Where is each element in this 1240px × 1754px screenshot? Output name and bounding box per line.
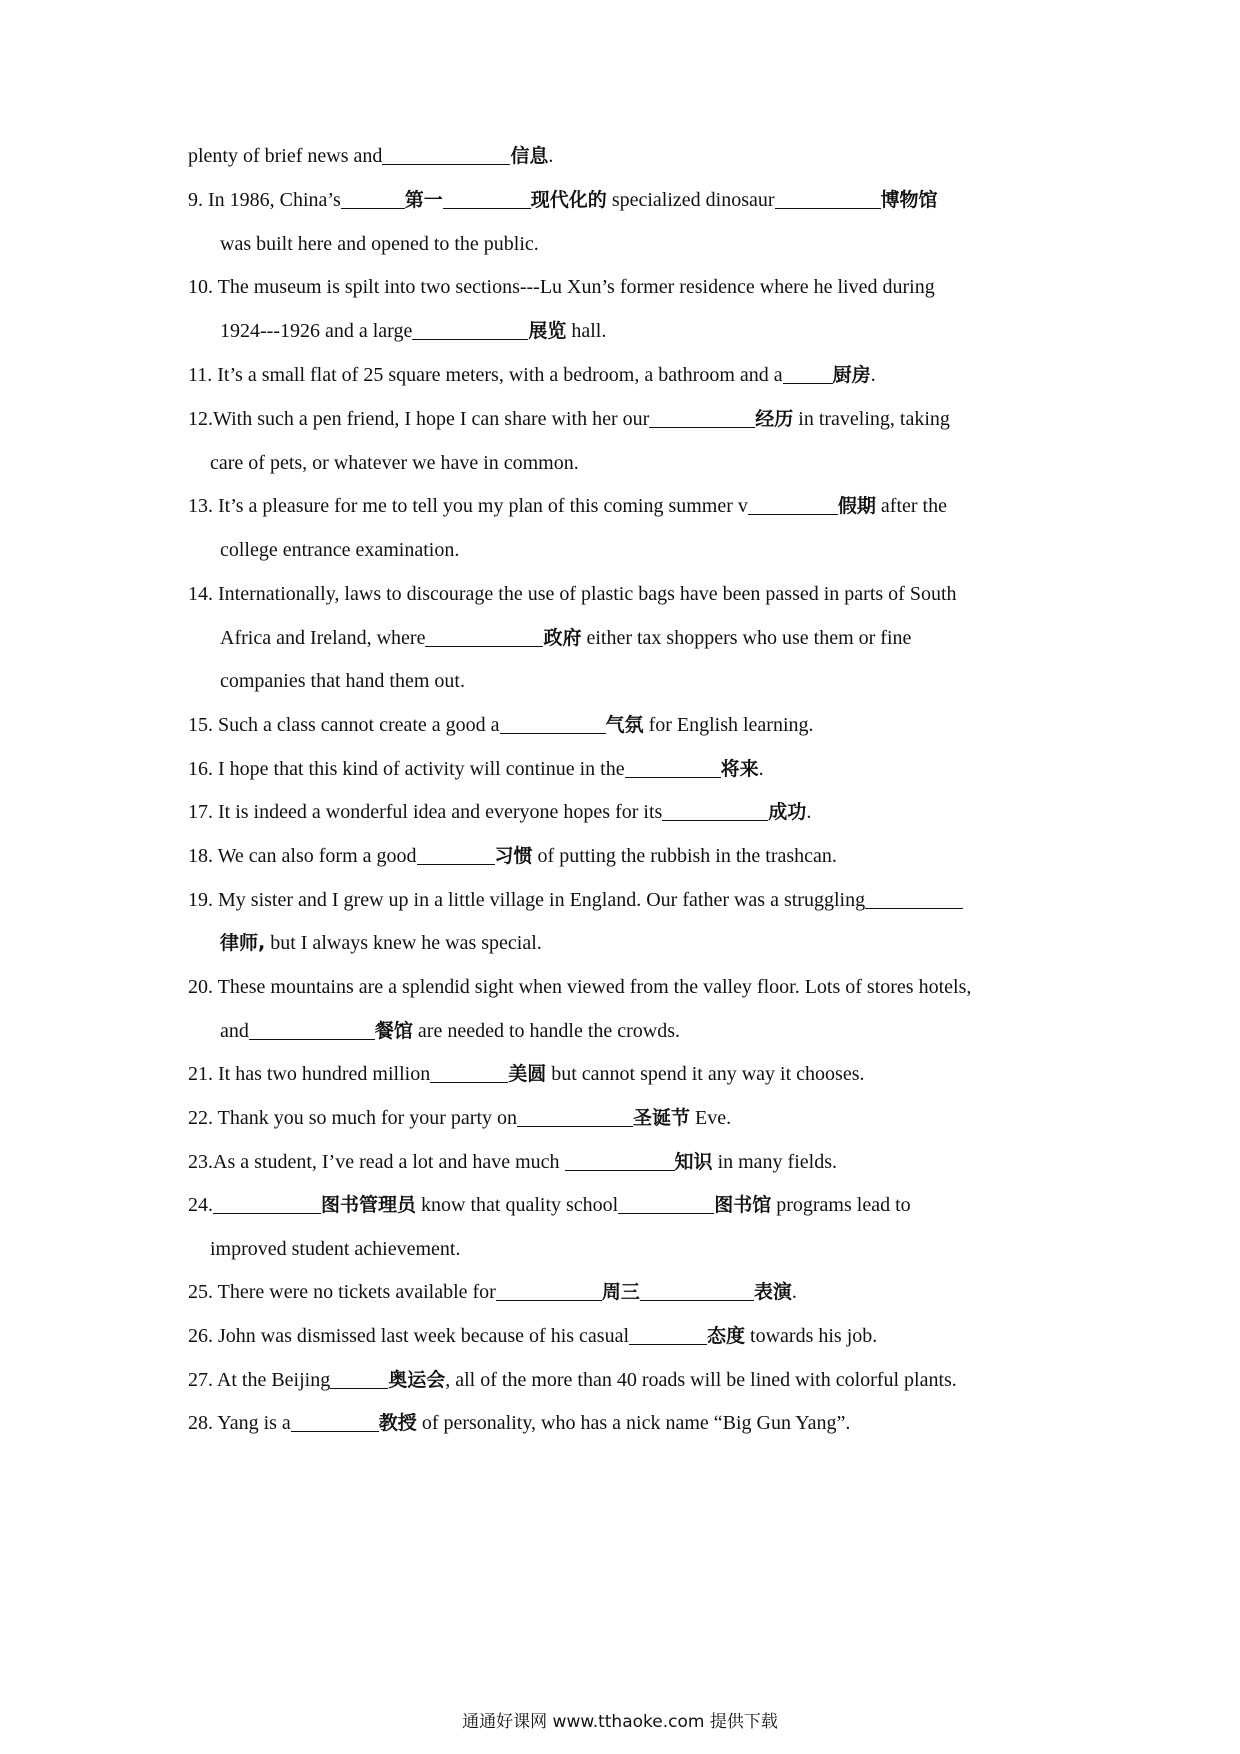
question-text: in many fields. (712, 1151, 837, 1173)
question-text: 28. Yang is a (188, 1412, 291, 1434)
answer-blank (775, 188, 881, 209)
answer-blank (443, 188, 531, 209)
chinese-hint: 第一 (404, 189, 443, 211)
answer-blank (517, 1106, 633, 1127)
chinese-hint: 博物馆 (880, 189, 938, 211)
question-text: know that quality school (416, 1194, 619, 1216)
page-footer: 通通好课网 www.tthaoke.com 提供下载 (462, 1712, 778, 1732)
chinese-hint: 将来 (720, 758, 759, 780)
question-text: and (220, 1020, 249, 1042)
question-text: 15. Such a class cannot create a good a (188, 714, 500, 736)
question-17 (188, 799, 1058, 825)
answer-blank (341, 188, 405, 209)
punctuation: . (791, 1281, 797, 1303)
question-text: 21. It has two hundred million (188, 1063, 431, 1085)
chinese-hint: 气氛 (605, 714, 644, 736)
question-text: plenty of brief news and (188, 145, 383, 167)
chinese-hint: 图书管理员 (321, 1194, 417, 1216)
question-21 (188, 1061, 1058, 1087)
chinese-hint: 经历 (755, 408, 794, 430)
question-text: 19. My sister and I grew up in a little village in England. Our father was a struggling (188, 889, 866, 911)
answer-blank (496, 1280, 602, 1301)
chinese-hint: 餐馆 (374, 1020, 413, 1042)
chinese-hint: 奥运会 (388, 1369, 446, 1391)
answer-blank (618, 1193, 714, 1214)
question-28 (188, 1410, 1058, 1436)
answer-blank (500, 713, 606, 734)
question-text: 16. I hope that this kind of activity will continue in the (188, 758, 625, 780)
question-text: towards his job. (745, 1325, 878, 1347)
answer-blank (412, 319, 528, 340)
question-11 (188, 362, 1058, 388)
question-8-cont (188, 143, 1058, 169)
question-14-line2 (220, 625, 1090, 651)
answer-blank (865, 888, 963, 909)
punctuation: . (548, 145, 554, 167)
answer-blank (213, 1193, 321, 1214)
answer-blank (291, 1411, 379, 1432)
question-10-line2 (220, 318, 1090, 344)
question-text: of personality, who has a nick name “Big Gun Yang”. (416, 1412, 851, 1434)
question-9-line2: was built here and opened to the public. (220, 233, 539, 255)
question-12-line2: care of pets, or whatever we have in common. (210, 452, 579, 474)
answer-blank (629, 1324, 707, 1345)
question-text: but I always knew he was special. (265, 932, 542, 954)
question-text: 26. John was dismissed last week because of his casual (188, 1325, 630, 1347)
question-text: specialized dinosaur (606, 189, 775, 211)
question-14: 14. Internationally, laws to discourage the use of plastic bags have been passed in parts of South (188, 583, 957, 605)
answer-blank (662, 800, 768, 821)
punctuation: . (870, 364, 876, 386)
question-14-line3: companies that hand them out. (220, 670, 465, 692)
question-25 (188, 1279, 1058, 1305)
answer-blank (640, 1280, 754, 1301)
question-text: 18. We can also form a good (188, 845, 417, 867)
question-text: are needed to handle the crowds. (412, 1020, 681, 1042)
chinese-hint: 表演 (753, 1281, 792, 1303)
chinese-hint: 习惯 (494, 845, 533, 867)
question-18 (188, 843, 1058, 869)
answer-blank (249, 1019, 375, 1040)
chinese-hint: 周三 (601, 1281, 640, 1303)
question-text: programs lead to (771, 1194, 911, 1216)
answer-blank (425, 626, 543, 647)
chinese-hint: 美圆 (508, 1063, 547, 1085)
question-20-line2 (220, 1018, 1090, 1044)
answer-blank (625, 757, 721, 778)
question-text: 22. Thank you so much for your party on (188, 1107, 518, 1129)
question-10: 10. The museum is spilt into two sections---Lu Xun’s former residence where he lived during (188, 276, 935, 298)
chinese-hint: 信息 (510, 145, 549, 167)
question-19-line2 (220, 930, 1090, 956)
answer-blank (382, 144, 510, 165)
question-16 (188, 756, 1058, 782)
question-text: after the (875, 495, 947, 517)
chinese-hint: 律师, (220, 932, 266, 954)
question-text: Eve. (690, 1107, 732, 1129)
chinese-hint: 假期 (837, 495, 876, 517)
question-text: for English learning. (643, 714, 814, 736)
question-text: either tax shoppers who use them or fine (581, 627, 912, 649)
chinese-hint: 现代化的 (530, 189, 607, 211)
question-27 (188, 1367, 1058, 1393)
question-text: 9. In 1986, China’s (188, 189, 341, 211)
answer-blank (748, 494, 838, 515)
question-9 (188, 187, 1058, 213)
question-text: 25. There were no tickets available for (188, 1281, 496, 1303)
question-text: of putting the rubbish in the trashcan. (532, 845, 837, 867)
chinese-hint: 展览 (528, 320, 567, 342)
answer-blank (649, 407, 755, 428)
question-15 (188, 712, 1058, 738)
question-text: 23.As a student, I’ve read a lot and have much (188, 1151, 565, 1173)
question-text: 27. At the Beijing (188, 1369, 331, 1391)
question-text: but cannot spend it any way it chooses. (546, 1063, 865, 1085)
answer-blank (330, 1368, 388, 1389)
question-20: 20. These mountains are a splendid sight when viewed from the valley floor. Lots of stores hotels, (188, 976, 972, 998)
question-text: , all of the more than 40 roads will be lined with colorful plants. (445, 1369, 957, 1391)
chinese-hint: 成功 (768, 801, 807, 823)
question-text: 11. It’s a small flat of 25 square meters, with a bedroom, a bathroom and a (188, 364, 783, 386)
punctuation: . (806, 801, 812, 823)
question-23 (188, 1149, 1058, 1175)
chinese-hint: 圣诞节 (633, 1107, 691, 1129)
question-26 (188, 1323, 1058, 1349)
question-22 (188, 1105, 1058, 1131)
question-text: 12.With such a pen friend, I hope I can share with her our (188, 408, 650, 430)
question-text: 1924---1926 and a large (220, 320, 413, 342)
question-13-line2: college entrance examination. (220, 539, 460, 561)
answer-blank (417, 844, 495, 865)
question-text: hall. (566, 320, 607, 342)
chinese-hint: 态度 (707, 1325, 746, 1347)
chinese-hint: 教授 (378, 1412, 417, 1434)
question-text: Africa and Ireland, where (220, 627, 426, 649)
question-text: 17. It is indeed a wonderful idea and everyone hopes for its (188, 801, 663, 823)
question-12 (188, 406, 1058, 432)
question-text: in traveling, taking (793, 408, 950, 430)
chinese-hint: 知识 (674, 1151, 713, 1173)
chinese-hint: 图书馆 (714, 1194, 772, 1216)
question-19 (188, 887, 1058, 913)
question-24 (188, 1192, 1058, 1218)
punctuation: . (758, 758, 764, 780)
answer-blank (783, 363, 833, 384)
answer-blank (565, 1150, 675, 1171)
chinese-hint: 政府 (543, 627, 582, 649)
chinese-hint: 厨房 (832, 364, 871, 386)
question-text: 24. (188, 1194, 213, 1216)
answer-blank (430, 1062, 508, 1083)
question-13 (188, 493, 1058, 519)
question-text: 13. It’s a pleasure for me to tell you my plan of this coming summer v (188, 495, 748, 517)
question-24-line2: improved student achievement. (210, 1238, 461, 1260)
